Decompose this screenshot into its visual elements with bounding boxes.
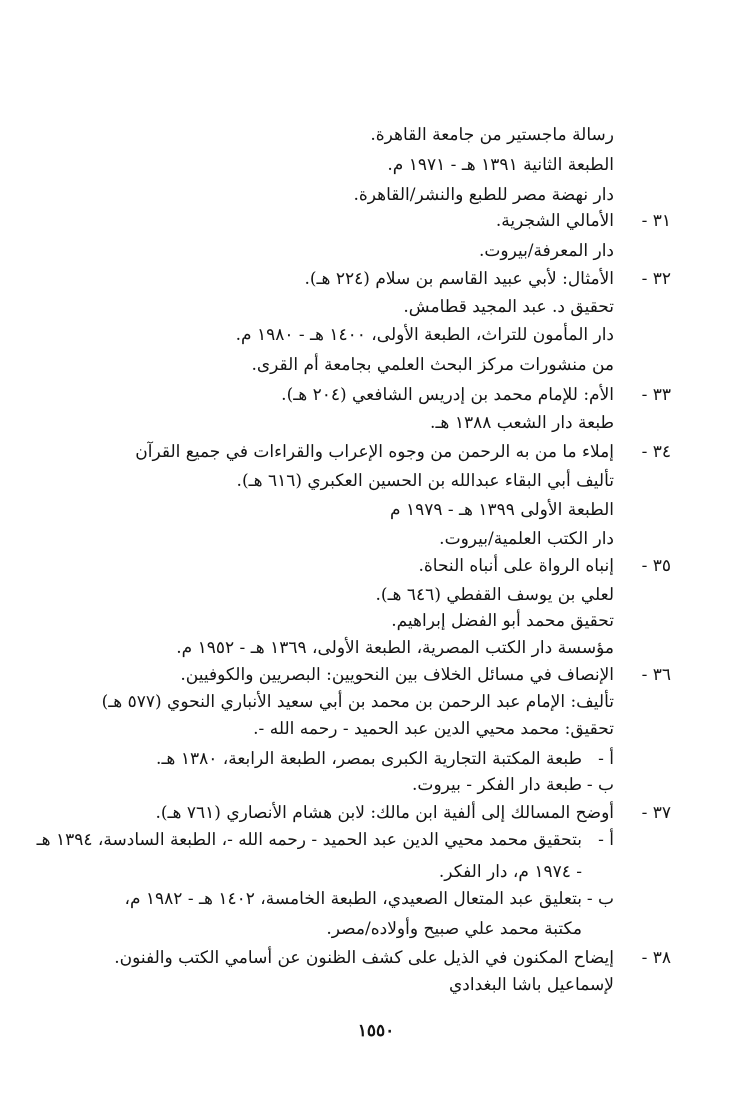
entry-line: بتحقيق محمد محيي الدين عبد الحميد - رحمه الله -، الطبعة السادسة، ١٣٩٤ هـ [36, 830, 582, 850]
entry-line: إملاء ما من به الرحمن من وجوه الإعراب والقراءات في جميع القرآن [135, 442, 614, 462]
entry-line: - ١٩٧٤ م، دار الفكر. [438, 862, 582, 882]
entry-line: إنباه الرواة على أنباه النحاة. [418, 556, 614, 576]
entry-line: بتعليق عبد المتعال الصعيدي، الطبعة الخامسة، ١٤٠٢ هـ - ١٩٨٢ م، [124, 889, 582, 909]
sub-entry-marker: ب - [586, 889, 614, 909]
entry-line: لعلي بن يوسف القفطي (٦٤٦ هـ). [375, 585, 614, 605]
entry-line: تأليف أبي البقاء عبدالله بن الحسين العكبري (٦١٦ هـ). [236, 471, 614, 491]
entry-line: تحقيق: محمد محيي الدين عبد الحميد - رحمه الله -. [253, 719, 614, 739]
entry-line: أوضح المسالك إلى ألفية ابن مالك: لابن هشام الأنصاري (٧٦١ هـ). [155, 803, 614, 823]
entry-line: دار المأمون للتراث، الطبعة الأولى، ١٤٠٠ هـ - ١٩٨٠ م. [235, 325, 614, 345]
entry-line: دار الكتب العلمية/بيروت. [439, 529, 614, 549]
sub-entry-marker: أ - [598, 749, 614, 769]
entry-number: ٣٨ - [641, 948, 671, 968]
entry-number: ٣٣ - [641, 385, 671, 405]
entry-number: ٣١ - [641, 211, 671, 231]
entry-number: ٣٧ - [641, 803, 671, 823]
entry-line: من منشورات مركز البحث العلمي بجامعة أم القرى. [251, 355, 614, 375]
entry-line: الطبعة الأولى ١٣٩٩ هـ - ١٩٧٩ م [390, 500, 614, 520]
entry-line: الأمالي الشجرية. [495, 211, 614, 231]
entry-line: رسالة ماجستير من جامعة القاهرة. [370, 125, 614, 145]
entry-line: دار المعرفة/بيروت. [478, 241, 614, 261]
entry-line: طبعة المكتبة التجارية الكبرى بمصر، الطبعة الرابعة، ١٣٨٠ هـ. [156, 749, 582, 769]
entry-number: ٣٥ - [641, 556, 671, 576]
sub-entry-marker: ب - [586, 775, 614, 795]
entry-line: الأم: للإمام محمد بن إدريس الشافعي (٢٠٤ هـ). [281, 385, 614, 405]
entry-line: لإسماعيل باشا البغدادي [449, 975, 614, 995]
entry-line: مكتبة محمد علي صبيح وأولاده/مصر. [326, 919, 582, 939]
entry-line: الإنصاف في مسائل الخلاف بين النحويين: البصريين والكوفيين. [180, 665, 614, 685]
entry-line: إيضاح المكنون في الذيل على كشف الظنون عن أسامي الكتب والفنون. [114, 948, 614, 968]
entry-line: تحقيق د. عبد المجيد قطامش. [403, 297, 614, 317]
entry-line: طبعة دار الفكر - بيروت. [412, 775, 582, 795]
entry-number: ٣٢ - [641, 269, 671, 289]
entry-line: طبعة دار الشعب ١٣٨٨ هـ. [430, 413, 614, 433]
entry-line: تحقيق محمد أبو الفضل إبراهيم. [391, 611, 614, 631]
entry-line: مؤسسة دار الكتب المصرية، الطبعة الأولى، ١٣٦٩ هـ - ١٩٥٢ م. [176, 638, 614, 658]
entry-number: ٣٦ - [641, 665, 671, 685]
entry-line: الأمثال: لأبي عبيد القاسم بن سلام (٢٢٤ هـ). [304, 269, 614, 289]
entry-line: تأليف: الإمام عبد الرحمن بن محمد بن أبي سعيد الأنباري النحوي (٥٧٧ هـ) [101, 692, 614, 712]
entry-line: دار نهضة مصر للطبع والنشر/القاهرة. [353, 185, 614, 205]
page-number: ١٥٥٠ [357, 1021, 395, 1041]
sub-entry-marker: أ - [598, 830, 614, 850]
entry-number: ٣٤ - [641, 442, 671, 462]
entry-line: الطبعة الثانية ١٣٩١ هـ - ١٩٧١ م. [387, 155, 614, 175]
